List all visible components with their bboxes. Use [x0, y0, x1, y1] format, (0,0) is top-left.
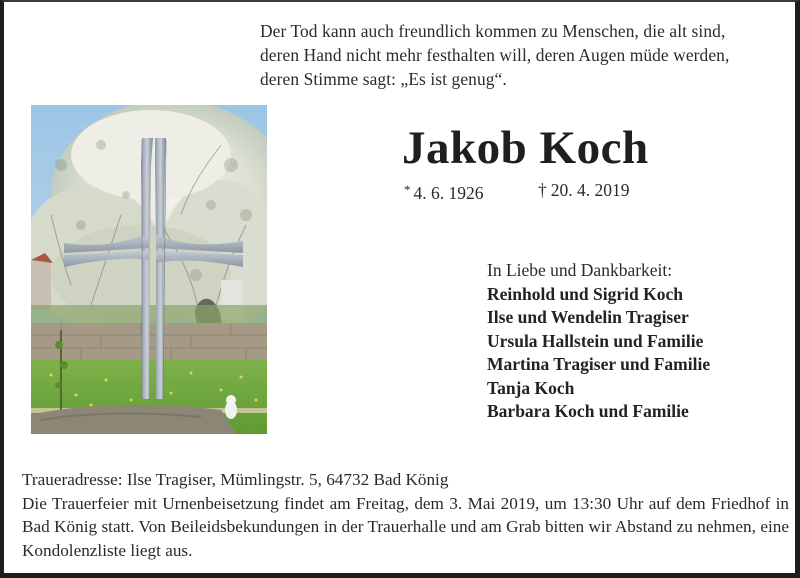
deceased-name: Jakob Koch — [402, 122, 649, 174]
cross-photo-icon — [31, 105, 267, 434]
cross-photo — [31, 105, 267, 434]
mourner-name: Reinhold und Sigrid Koch — [487, 283, 683, 304]
funeral-details — [22, 468, 789, 563]
mourner-name: Barbara Koch und Familie — [487, 401, 689, 421]
birth-date — [404, 178, 484, 205]
mourner-name: Ursula Hallstein und Familie — [487, 330, 704, 351]
mourner-name: Martina Tragiser und Familie — [487, 354, 711, 374]
birth-date-value: 4. 6. 1926 — [413, 183, 484, 203]
death-date-value: 20. 4. 2019 — [550, 180, 630, 200]
mourners-intro: In Liebe und Dankbarkeit: — [487, 260, 673, 280]
ceremony-info: Die Trauerfeier mit Urnenbeisetzung findet am Freitag, dem 3. Mai 2019, um 13:30 Uhr auf dem Friedhof in Bad König statt. Von Beileidsbekundungen in der Trauerhalle und am Grab bitten wir Abstand zu nehmen, eine Kondolenzliste liegt aus. — [22, 493, 789, 561]
poem-quote — [260, 19, 790, 91]
birth-star-icon: * — [404, 182, 411, 197]
poem-line: deren Stimme sagt: „Es ist genug“. — [260, 69, 507, 89]
death-cross-icon: † — [538, 180, 547, 200]
death-date — [538, 178, 630, 202]
mourning-address: Traueradresse: Ilse Tragiser, Mümlingstr. 5, 64732 Bad König — [22, 470, 449, 489]
mourners-list — [487, 259, 710, 424]
poem-line: deren Hand nicht mehr festhalten will, deren Augen müde werden, — [260, 45, 730, 65]
poem-line: Der Tod kann auch freundlich kommen zu Menschen, die alt sind, — [260, 21, 726, 41]
mourner-name: Tanja Koch — [487, 377, 575, 398]
mourner-name: Ilse und Wendelin Tragiser — [487, 307, 689, 327]
